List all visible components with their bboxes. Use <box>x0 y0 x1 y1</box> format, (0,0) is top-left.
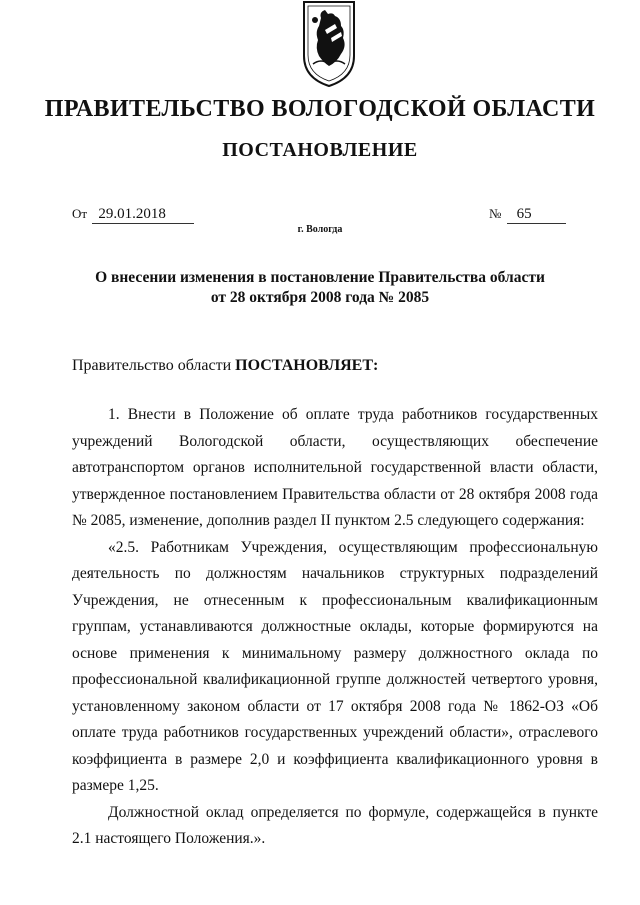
government-title: ПРАВИТЕЛЬСТВО ВОЛОГОДСКОЙ ОБЛАСТИ <box>44 96 596 122</box>
body-paragraph-3: Должностной оклад определяется по формуле, содержащейся в пункте 2.1 настоящего Положения.». <box>72 803 598 847</box>
subject-line-2: от 28 октября 2008 года № 2085 <box>210 289 430 306</box>
preamble-prefix: Правительство области <box>72 357 232 374</box>
preamble <box>72 357 378 375</box>
number-label: № <box>489 206 502 221</box>
preamble-decree: ПОСТАНОВЛЯЕТ: <box>235 357 379 374</box>
body-paragraph-2: «2.5. Работникам Учреждения, осуществляющим профессиональную деятельность по должностям начальников структурных подразделений Учреждения, не отнесенным к профессиональным квалификационным группам, устанавливаются должностные оклады, которые формируются на основе применения к минимальному размеру должностного оклада по профессиональной квалификационной группе должностей четвертого уровня, установленному законом области от 17 октября 2008 года № 1862-ОЗ «Об оплате труда работников государственных учреждений области», отраслевого коэффициента в размере 2,0 и коэффициента квалификационного уровня в размере 1,25. <box>72 538 598 794</box>
date-label: От <box>72 206 88 221</box>
document-body <box>72 402 598 853</box>
document-type: ПОСТАНОВЛЕНИЕ <box>222 139 418 161</box>
date-line <box>72 206 194 224</box>
number-line <box>489 206 566 224</box>
body-paragraph-1: 1. Внести в Положение об оплате труда работников государственных учреждений Вологодской области, осуществляющих обеспечение автотранспортом органов исполнительной государственной власти области, утвержденное постановлением Правительства области от 28 октября 2008 года № 2085, изменение, дополнив раздел II пунктом 2.5 следующего содержания: <box>72 406 598 529</box>
number-value: 65 <box>507 206 566 224</box>
document-subject <box>80 268 560 308</box>
coat-of-arms-icon <box>301 0 357 88</box>
subject-line-1: О внесении изменения в постановление Правительства области <box>95 269 545 286</box>
city-label: г. Вологда <box>297 224 343 235</box>
date-value: 29.01.2018 <box>92 206 194 224</box>
